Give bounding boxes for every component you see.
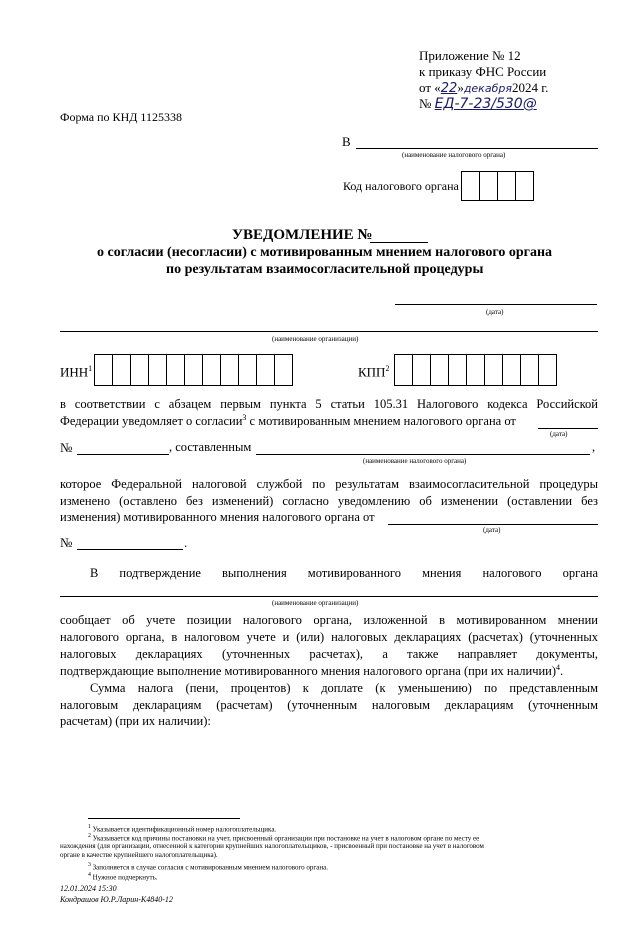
composer-authority-line[interactable] <box>256 454 590 455</box>
p4-line-2: налогового органа, в налоговом учете и (или) налоговых декларациях (расчетах) (уточненных <box>60 630 598 644</box>
appendix-line-1: Приложение № 12 <box>419 48 521 63</box>
comma: , <box>592 440 596 454</box>
org-name-line[interactable] <box>60 331 598 332</box>
p1-footnote-ref: 3 <box>242 413 247 422</box>
footnote-3: $^3$ Заполняется в случае согласия с мотивированным мнением налогового органа. <box>88 862 329 872</box>
tax-authority-caption: (наименование налогового органа) <box>402 151 506 159</box>
period: . <box>184 535 188 550</box>
p1-line-2a: Федерации уведомляет о согласии <box>60 414 243 429</box>
inn-cells[interactable] <box>94 354 293 386</box>
p5-line-2: налоговым декларациям (расчетам) (уточненным налоговым декларациям (уточненным <box>60 698 598 712</box>
appendix-line-2: к приказу ФНС России <box>419 64 547 79</box>
title-line-3: по результатам взаимосогласительной процедуры <box>166 262 484 277</box>
p4-end: . <box>560 664 564 679</box>
p4-line-3: налоговых декларациях (уточненных расчетах), а также направляет документы, <box>60 647 598 661</box>
date-line[interactable] <box>395 304 597 305</box>
opinion-date-caption: (дата) <box>550 430 568 438</box>
tax-authority-line[interactable] <box>356 148 598 149</box>
appendix-number <box>419 96 537 112</box>
p4-footnote-ref: 4 <box>556 663 561 672</box>
change-date-caption: (дата) <box>483 526 501 534</box>
inn-text: ИНН <box>60 364 89 380</box>
p5-line-3: расчетам) (при их наличии): <box>60 714 211 728</box>
kpp-cells[interactable] <box>394 354 557 386</box>
appendix-date <box>419 80 548 96</box>
number-prefix: № <box>419 96 432 111</box>
kpp-footnote-ref: 2 <box>385 364 390 373</box>
footnote-2b: нахождения (для организации, отнесенной к категории крупнейших налогоплательщиков, - присвоенный при постановке на учет в налоговом <box>60 842 484 850</box>
opinion-number-line[interactable] <box>77 454 169 455</box>
org-name-caption: (наименование организации) <box>272 335 359 343</box>
kpp-label <box>358 364 389 380</box>
no-label-2: № <box>60 535 73 550</box>
kpp-text: КПП <box>358 364 386 380</box>
org-name-caption-2: (наименование организации) <box>272 599 359 607</box>
footnote-1: $^1$ Указывается идентификационный номер налогоплательщика. <box>88 824 277 834</box>
footnote-divider <box>88 818 240 819</box>
stamp-date: 12.01.2024 15:30 <box>60 884 117 893</box>
no-label-1: № <box>60 440 73 455</box>
composer-authority-caption: (наименование налогового органа) <box>363 457 467 465</box>
change-number-line[interactable] <box>77 549 183 550</box>
title-line-1: УВЕДОМЛЕНИЕ № <box>232 227 373 243</box>
p1-line-1: в соответствии с абзацем первым пункта 5 статьи 105.31 Налогового кодекса Российской <box>60 397 598 411</box>
inn-label <box>60 364 92 380</box>
date-sep: » <box>457 80 464 95</box>
footnote-2a-text: Указывается код причины постановки на учет, присвоенный организации при постановке на учет в налоговом органе по месту ее <box>92 834 480 843</box>
date-day: 22 <box>440 81 458 96</box>
footnote-3-text: Заполняется в случае согласия с мотивированным мнением налогового органа. <box>92 863 329 872</box>
org-name-line-2[interactable] <box>60 596 598 597</box>
p1-line-2b: с мотивированным мнением налогового органа от <box>246 414 516 429</box>
date-year: 2024 г. <box>511 80 549 95</box>
date-month: декабря <box>463 82 512 95</box>
composed-label: , составленным <box>169 440 252 454</box>
p4-line-1: сообщает об учете позиции налогового органа, изложенной в мотивированном мнении <box>60 613 598 627</box>
p3-line-1: В подтверждение выполнения мотивированного мнения налогового органа <box>90 566 598 580</box>
footnote-4: $^4$ Нужное подчеркнуть. <box>88 872 158 882</box>
date-prefix: от « <box>419 80 441 95</box>
footnote-2a: $^2$ Указывается код причины постановки на учет, присвоенный организации при постановке на учет в налоговом органе по месту ее <box>88 833 480 843</box>
p2-line-2: изменено (оставлено без изменений) согласно уведомлению об изменении (оставлении без <box>60 494 598 508</box>
p1-line-2 <box>60 413 516 429</box>
to-label: В <box>342 134 351 149</box>
p2-line-3: изменения) мотивированного мнения налогового органа от <box>60 510 375 524</box>
notice-number-line[interactable] <box>370 242 428 243</box>
tax-code-label: Код налогового органа <box>343 179 459 193</box>
change-date-line[interactable] <box>388 524 598 525</box>
opinion-date-line[interactable] <box>538 428 598 429</box>
title-line-2: о согласии (несогласии) с мотивированным мнением налогового органа <box>97 245 553 260</box>
p5-line-1: Сумма налога (пени, процентов) к доплате (к уменьшению) по представленным <box>90 681 598 695</box>
date-caption: (дата) <box>486 308 504 316</box>
p4-line-4 <box>60 663 563 679</box>
p4-line-4-text: подтверждающие выполнение мотивированного мнения налогового органа (при их наличии) <box>60 664 557 679</box>
form-code: Форма по КНД 1125338 <box>60 110 182 124</box>
footnote-1-text: Указывается идентификационный номер налогоплательщика. <box>92 825 277 834</box>
inn-footnote-ref: 1 <box>88 364 93 373</box>
footnote-4-text: Нужное подчеркнуть. <box>92 873 158 882</box>
footnote-2c: органе в качестве крупнейшего налогоплательщика). <box>60 851 218 859</box>
p2-line-1: которое Федеральной налоговой службой по результатам взаимосогласительной процедуры <box>60 477 598 491</box>
stamp-file: Кондрашов Ю.Р.Ларин-К4840-12 <box>60 895 173 904</box>
order-number: ЕД-7-23/530@ <box>434 96 537 112</box>
tax-code-cells[interactable] <box>461 171 534 201</box>
